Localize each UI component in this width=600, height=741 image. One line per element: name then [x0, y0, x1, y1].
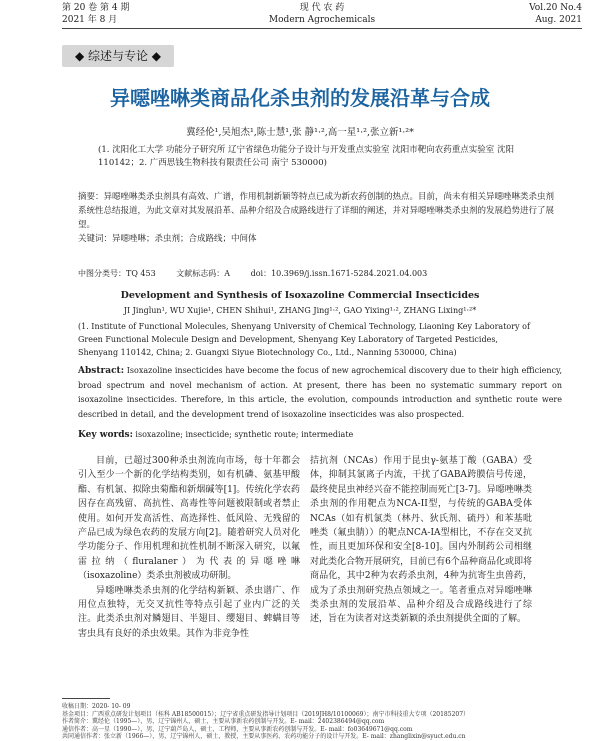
- footnote-fund: 基金项目：广西重点研发计划项目（桂科 AB18500015）；辽宁省重点研发指导计划项目（2019JH8/10100069）；南宁市科技重大专项（20185207）: [62, 710, 470, 718]
- body-paragraph: 拮抗剂（NCAs）作用于昆虫γ-氨基丁酸（GABA）受体，抑制其氯离子内流，干扰了GABA跨膜信号传递，最终使昆虫神经兴奋不能控制而死亡[3-7]。异噁唑啉类杀虫剂的作用靶点为NCA-II型，与传统的GABA受体NCAs（如有机氯类（林丹、狄氏剂、硫丹）和苯基吡唑类（氟虫腈））的靶点NCA-IA型相比，不存在交叉抗性，而且更加环保和安全[8-10]。国内外制药公司相继对此类化合物开展研究，目前已有6个品种商品化或即将商品化，其中2种为农药杀虫剂，4种为抗寄生虫兽药，成为了杀虫剂研究热点领域之一。笔者重点对异噁唑啉类杀虫剂的发展沿革、品种介绍及合成路线进行了综述，旨在为读者对这类新颖的杀虫剂提供全面的了解。: [310, 456, 532, 625]
- english-keywords: [78, 430, 353, 440]
- affiliation: (1. 沈阳化工大学 功能分子研究所 辽宁省绿色功能分子设计与开发重点实验室 沈阳市靶向农药重点实验室 沈阳 110142；2. 广西思钱生物科技有限责任公司 南宁 530000): [98, 145, 514, 168]
- author-list: 冀经伦¹,吴旭杰¹,陈士慧¹,张 静¹·²,高一星¹·²,张立新¹·²*: [186, 127, 414, 138]
- document-code: 文献标志码：A: [176, 269, 231, 278]
- header-journal-en: Modern Agrochemicals: [268, 15, 376, 25]
- body-paragraph: 异噁唑啉类杀虫剂的化学结构新颖、杀虫谱广、作用位点独特，无交叉抗性等特点引起了业内广泛的关注。此类杀虫剂对鳞翅目、半翅目、缨翅目、蜱螨目等害虫具有良好的杀虫效果。其作为非竞争性: [78, 585, 300, 639]
- footnotes: [62, 703, 582, 741]
- english-abstract: [78, 364, 562, 422]
- body-column-right: [310, 454, 532, 627]
- footnote-corresponding: 通信作者：高一星（1990—），男，辽宁葫芦岛人，硕士，工程师，主要从事新农药创制与开发。E- mail：fo03649671@qq.com: [62, 725, 413, 733]
- abstract-text: Isoxazoline insecticides have become the focus of new agrochemical discovery due to their high efficiency, broad spectrum and novel mechanism of action. At present, there has been no systematic summary report on isoxazoline insecticides. Therefore, in this article, the evolution, compounds introduction and synthetic route were described in detail, and the development trend of isoxazoline insecticides was also prospected.: [78, 366, 562, 419]
- header-rule: [62, 28, 582, 29]
- keywords-text: isoxazoline; insecticide; synthetic route; intermediate: [132, 430, 354, 439]
- doi: doi：10.3969/j.issn.1671-5284.2021.04.003: [250, 269, 428, 278]
- abstract-label: Abstract:: [78, 366, 125, 376]
- clc-number: 中图分类号：TQ 453: [78, 269, 156, 278]
- keywords-label: Key words:: [78, 430, 133, 440]
- running-header: [62, 2, 582, 28]
- footnote-received: 收稿日期：2020- 10- 09: [62, 703, 131, 710]
- header-date: 2021 年 8 月: [62, 15, 118, 25]
- english-affiliation: (1. Institute of Functional Molecules, Shenyang University of Chemical Technology, Liaoning Key Laboratory of Green Functional Molecule Design and Development, Shenyang Key Laboratory of Targeted Pesticides, Shenyang 110142, China; 2. Guangxi Siyue Biotechnology Co., Ltd., Nanning 530000, China): [78, 322, 530, 357]
- classification-line: [78, 268, 445, 279]
- section-tag: ◆ 综述与专论 ◆: [62, 45, 174, 67]
- abstract-cn: 摘要：异噁唑啉类杀虫剂具有高效、广谱，作用机制新颖等特点已成为新农药创制的热点。目前，尚未有相关异噁唑啉类杀虫剂系统性总结报道，为此文章对其发展沿革、品种介绍及合成路线进行了详细的阐述，并对异噁唑啉类杀虫剂的发展趋势进行了展望。: [78, 192, 555, 230]
- header-journal: [62, 2, 582, 26]
- footnote-rule: [62, 698, 110, 699]
- header-volume-issue: 第 20 卷 第 4 期: [62, 3, 130, 13]
- header-volume-en: [529, 2, 582, 26]
- chinese-abstract-block: [78, 190, 562, 246]
- english-authors: JI Jinglun¹, WU Xujie¹, CHEN Shihui¹, ZHANG Jing¹·², GAO Yixing¹·², ZHANG Lixing¹·²*: [123, 306, 477, 315]
- header-date-en: Aug. 2021: [535, 15, 582, 25]
- body-paragraph: 目前，已超过300种杀虫剂流向市场，每十年都会引入至少一个新的化学结构类别，如有机磷、氨基甲酸酯、有机氯、拟除虫菊酯和新烟碱等[1]。传统化学农药因存在高残留、高抗性、高毒性等问题被限制或者禁止使用。如何开发高活性、高选择性、低风险、无残留的产品已成为绿色农药的发展方向[2]。随着研究人员对化学功能分子、作用机理和抗性机制不断深入研究，以氟雷拉纳（fluralaner）为代表的异噁唑啉（isoxazoline）类杀虫剂被成功研制。: [78, 456, 300, 582]
- header-journal-cn: 现 代 农 药: [299, 3, 345, 13]
- english-title: Development and Synthesis of Isoxazoline Commercial Insecticides: [120, 290, 480, 301]
- footnote-first-author: 作者简介：冀经伦（1995—），男，辽宁锦州人，硕士，主要从事新农药创制与开发。E- mail：2402386494@qq.com: [62, 718, 385, 725]
- paper-title: 异噁唑啉类商品化杀虫剂的发展沿革与合成: [110, 86, 490, 110]
- body-column-left: [78, 454, 300, 641]
- keywords-cn: 关键词：异噁唑啉；杀虫剂；合成路线；中间体: [78, 234, 257, 244]
- footnote-co-corresponding: 共同通信作者：张立新（1966—），男，辽宁锦州人，硕士，教授，主要从事医药、农药功能分子的设计与开发。E- mail：zhanglixin@syuct.edu.cn: [62, 733, 466, 740]
- header-vol-no: Vol.20 No.4: [529, 3, 582, 13]
